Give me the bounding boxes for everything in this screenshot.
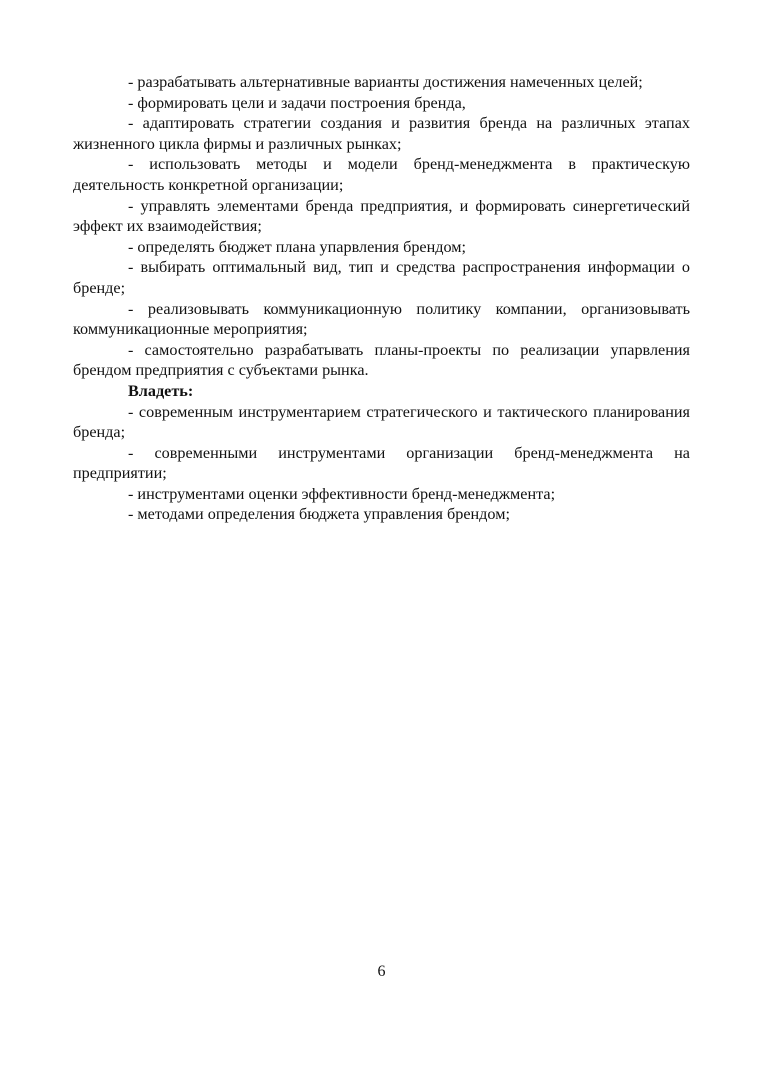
list-item: - использовать методы и модели бренд-менеджмента в практическую деятельность конкретной организации;	[73, 155, 690, 194]
list-item: - разрабатывать альтернативные варианты достижения намеченных целей;	[128, 73, 643, 91]
list-item: - управлять элементами бренда предприятия, и формировать синергетический эффект их взаимодействия;	[73, 196, 690, 236]
list-item: - формировать цели и задачи построения бренда,	[128, 93, 466, 112]
list-item: - самостоятельно разрабатывать планы-проекты по реализации упарвления брендом предприятия с субъектами рынка.	[73, 340, 690, 380]
list-item: - определять бюджет плана упарвления брендом;	[128, 237, 467, 256]
list-item: - методами определения бюджета управления брендом;	[128, 505, 510, 524]
list-item: - реализовывать коммуникационную политику компании, организовывать коммуникационные мероприятия;	[73, 299, 690, 339]
document-body	[73, 72, 690, 525]
list-item: - выбирать оптимальный вид, тип и средства распространения информации о бренде;	[73, 258, 690, 297]
list-item: - современным инструментарием стратегического и тактического планирования бренда;	[73, 402, 690, 442]
section-heading: Владеть:	[128, 381, 194, 400]
list-item: - современными инструментами организации бренд-менеджмента на предприятии;	[73, 443, 690, 483]
page-number: 6	[377, 963, 386, 980]
list-item: - инструментами оценки эффективности бренд-менеджмента;	[128, 484, 556, 503]
list-item: - адаптировать стратегии создания и развития бренда на различных этапах жизненного цикла фирмы и различных рынках;	[73, 114, 690, 153]
